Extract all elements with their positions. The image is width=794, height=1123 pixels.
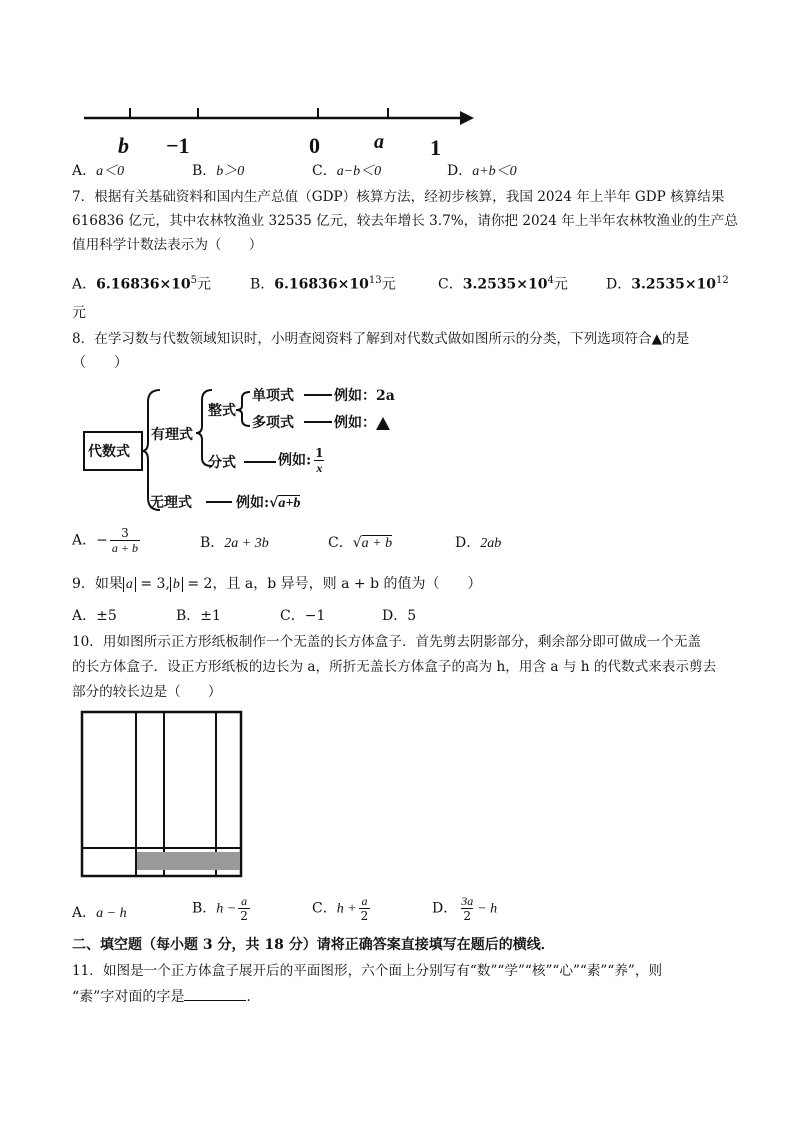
q9-option-c: C．−1 bbox=[280, 608, 326, 624]
q8-option-d: D．2ab bbox=[455, 535, 502, 551]
q10-stem-line1: 10．用如图所示正方形纸板制作一个无盖的长方体盒子．首先剪去阴影部分，剩余部分即可做成一个无盖 bbox=[72, 634, 702, 650]
q11-stem-line1: 11．如图是一个正方体盒子展开后的平面图形，六个面上分别写有“数”“学”“核”“心”“素”“养”，则 bbox=[72, 963, 663, 979]
q7-option-d-unit: 元 bbox=[72, 305, 86, 321]
diagram-root-label: 代数式 bbox=[88, 444, 130, 460]
q10-option-d: D． $\frac{3a}{2}$ − h bbox=[432, 894, 498, 923]
q7-option-d: D．$3.2535\times 10^{12}$ bbox=[606, 275, 729, 293]
q10-option-c: C．h + $\frac{a}{2}$ bbox=[312, 894, 369, 923]
q7-option-a: A．$6.16836\times 10^5$元 bbox=[72, 275, 212, 293]
q6-option-a: A．a＜0 bbox=[72, 163, 125, 179]
q8-stem-line1: 8．在学习数与代数领域知识时，小明查阅资料了解到对代数式做如图所示的分类，下列选项符合▲的是 bbox=[72, 331, 690, 347]
diagram-irrational-label: 无理式 bbox=[150, 495, 192, 511]
diagram-polynomial-example: 例如： bbox=[334, 412, 390, 432]
numberline-label-minus-one: −1 bbox=[166, 133, 190, 158]
q10-stem-line2: 的长方体盒子．设正方形纸板的边长为 a，所折无盖长方体盒子的高为 h，用含 a 与 h 的代数式来表示剪去 bbox=[72, 659, 717, 675]
triangle-icon bbox=[376, 417, 390, 430]
square-board-figure bbox=[80, 710, 246, 880]
q10-stem-line3: 部分的较长边是（ ） bbox=[72, 684, 222, 700]
section-heading-fill-in: 二、填空题（每小题 3 分，共 18 分）请将正确答案直接填写在题后的横线． bbox=[72, 937, 555, 953]
q10-option-a: A．a − h bbox=[72, 905, 127, 921]
diagram-rational-label: 有理式 bbox=[151, 427, 193, 443]
numberline-label-one: 1 bbox=[430, 135, 441, 160]
q11-stem-line2: “素”字对面的字是 . bbox=[72, 986, 251, 1008]
numberline-label-zero: 0 bbox=[309, 133, 320, 158]
q9-option-d: D．5 bbox=[382, 608, 417, 624]
q11-answer-blank[interactable] bbox=[184, 986, 246, 1001]
q8-option-a: A．− $\frac{3}{a + b}$ bbox=[72, 526, 138, 555]
q7-stem-line3: 值用科学计数法表示为（ ） bbox=[72, 237, 263, 253]
diagram-fractional-example: 例如: $\frac{1}{x}$ bbox=[278, 446, 324, 475]
diagram-monomial-example: 例如：2a bbox=[334, 388, 395, 404]
q10-option-b: B．h − $\frac{a}{2}$ bbox=[192, 894, 248, 923]
q8-option-b: B．2a + 3b bbox=[200, 535, 269, 551]
numberline-label-b: b bbox=[118, 133, 129, 158]
diagram-polynomial-label: 多项式 bbox=[252, 415, 294, 431]
numberline-label-a: a bbox=[374, 131, 384, 153]
q6-option-c: C．a−b＜0 bbox=[312, 163, 382, 179]
q7-option-c: C．$3.2535\times 10^4$元 bbox=[438, 275, 568, 293]
diagram-monomial-label: 单项式 bbox=[252, 388, 294, 404]
diagram-integral-label: 整式 bbox=[208, 403, 236, 419]
q9-stem: 9．如果 a = 3, b = 2，且 a，b 异号，则 a + b 的值为（ ） bbox=[72, 576, 482, 592]
diagram-fractional-label: 分式 bbox=[208, 455, 236, 471]
q7-stem-line1: 7．根据有关基础资料和国内生产总值（GDP）核算方法，经初步核算，我国 2024 年上半年 GDP 核算结果 bbox=[72, 189, 725, 205]
q6-option-b: B．b＞0 bbox=[192, 163, 245, 179]
q8-option-c: C．√a + b bbox=[328, 535, 393, 551]
q8-stem-line2: （ ） bbox=[72, 355, 128, 371]
q6-option-d: D．a+b＜0 bbox=[447, 163, 517, 179]
diagram-irrational-example: 例如:√a+b bbox=[236, 495, 301, 511]
q9-option-b: B．±1 bbox=[176, 608, 221, 624]
q7-option-b: B．$6.16836\times 10^{13}$元 bbox=[250, 275, 396, 293]
number-line bbox=[78, 100, 488, 170]
q7-stem-line2: 616836 亿元，其中农林牧渔业 32535 亿元，较去年增长 3.7%，请你把 2024 年上半年农林牧渔业的生产总 bbox=[72, 213, 738, 229]
q9-option-a: A．±5 bbox=[72, 608, 117, 624]
